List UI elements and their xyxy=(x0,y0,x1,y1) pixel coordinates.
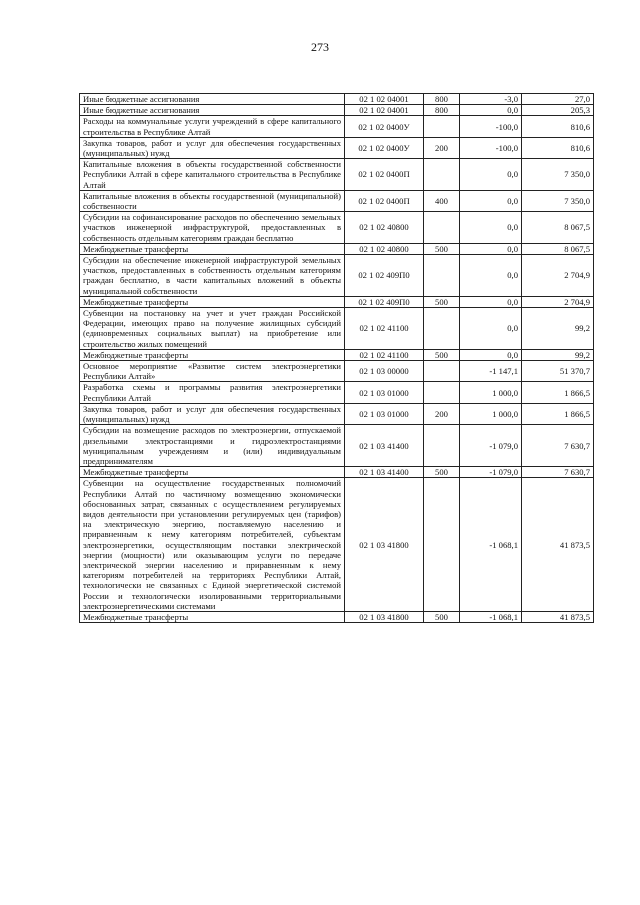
table-row xyxy=(80,105,594,116)
change-amount-cell: 0,0 xyxy=(460,105,522,116)
change-amount-cell: -3,0 xyxy=(460,94,522,105)
change-amount-cell: -1 079,0 xyxy=(460,425,522,467)
expense-name-cell: Межбюджетные трансферты xyxy=(80,296,345,307)
table-row xyxy=(80,94,594,105)
total-amount-cell: 7 350,0 xyxy=(522,190,594,211)
total-amount-cell: 7 350,0 xyxy=(522,159,594,191)
target-article-code-cell: 02 1 02 409П0 xyxy=(345,296,424,307)
table-row xyxy=(80,137,594,158)
expense-type-cell xyxy=(424,255,460,297)
target-article-code-cell: 02 1 03 01000 xyxy=(345,382,424,403)
table-row xyxy=(80,212,594,244)
budget-table xyxy=(79,93,594,623)
expense-name-cell: Межбюджетные трансферты xyxy=(80,467,345,478)
expense-name-cell: Капитальные вложения в объекты государственной собственности Республики Алтай в сфере капитального строительства в Республике Алтай xyxy=(80,159,345,191)
table-row xyxy=(80,403,594,424)
target-article-code-cell: 02 1 02 04001 xyxy=(345,105,424,116)
expense-type-cell xyxy=(424,308,460,350)
expense-type-cell xyxy=(424,425,460,467)
expense-name-cell: Субвенции на постановку на учет и учет граждан Российской Федерации, имеющих право на получение жилищных субсидий (единовременных социальных выплат) на приобретение или строительство жилых помещений xyxy=(80,308,345,350)
expense-name-cell: Капитальные вложения в объекты государственной (муниципальной) собственности xyxy=(80,190,345,211)
budget-table-body xyxy=(80,94,594,623)
change-amount-cell: -1 079,0 xyxy=(460,467,522,478)
expense-name-cell: Разработка схемы и программы развития электроэнергетики Республики Алтай xyxy=(80,382,345,403)
target-article-code-cell: 02 1 03 41400 xyxy=(345,467,424,478)
expense-name-cell: Иные бюджетные ассигнования xyxy=(80,94,345,105)
change-amount-cell: 0,0 xyxy=(460,243,522,254)
target-article-code-cell: 02 1 03 41400 xyxy=(345,425,424,467)
table-row xyxy=(80,467,594,478)
expense-type-cell xyxy=(424,361,460,382)
table-row xyxy=(80,159,594,191)
change-amount-cell: -100,0 xyxy=(460,137,522,158)
expense-name-cell: Иные бюджетные ассигнования xyxy=(80,105,345,116)
expense-type-cell xyxy=(424,159,460,191)
expense-name-cell: Межбюджетные трансферты xyxy=(80,243,345,254)
total-amount-cell: 27,0 xyxy=(522,94,594,105)
change-amount-cell: -100,0 xyxy=(460,116,522,137)
expense-type-cell: 500 xyxy=(424,611,460,622)
target-article-code-cell: 02 1 02 0400П xyxy=(345,159,424,191)
table-row xyxy=(80,349,594,360)
expense-name-cell: Межбюджетные трансферты xyxy=(80,611,345,622)
change-amount-cell: 0,0 xyxy=(460,296,522,307)
expense-name-cell: Расходы на коммунальные услуги учреждений в сфере капитального строительства в Республике Алтай xyxy=(80,116,345,137)
total-amount-cell: 99,2 xyxy=(522,308,594,350)
total-amount-cell: 1 866,5 xyxy=(522,403,594,424)
expense-type-cell: 200 xyxy=(424,137,460,158)
total-amount-cell: 41 873,5 xyxy=(522,611,594,622)
expense-type-cell: 800 xyxy=(424,94,460,105)
expense-type-cell: 500 xyxy=(424,296,460,307)
total-amount-cell: 51 370,7 xyxy=(522,361,594,382)
change-amount-cell: -1 147,1 xyxy=(460,361,522,382)
expense-type-cell xyxy=(424,116,460,137)
target-article-code-cell: 02 1 02 40800 xyxy=(345,243,424,254)
table-row xyxy=(80,243,594,254)
total-amount-cell: 7 630,7 xyxy=(522,467,594,478)
expense-name-cell: Закупка товаров, работ и услуг для обеспечения государственных (муниципальных) нужд xyxy=(80,403,345,424)
table-row xyxy=(80,308,594,350)
target-article-code-cell: 02 1 03 41800 xyxy=(345,611,424,622)
total-amount-cell: 810,6 xyxy=(522,116,594,137)
total-amount-cell: 205,3 xyxy=(522,105,594,116)
total-amount-cell: 7 630,7 xyxy=(522,425,594,467)
target-article-code-cell: 02 1 02 0400П xyxy=(345,190,424,211)
total-amount-cell: 99,2 xyxy=(522,349,594,360)
total-amount-cell: 41 873,5 xyxy=(522,478,594,612)
expense-type-cell: 500 xyxy=(424,243,460,254)
target-article-code-cell: 02 1 03 01000 xyxy=(345,403,424,424)
target-article-code-cell: 02 1 02 41100 xyxy=(345,308,424,350)
page-number: 273 xyxy=(311,40,329,54)
table-row xyxy=(80,116,594,137)
total-amount-cell: 810,6 xyxy=(522,137,594,158)
change-amount-cell: 1 000,0 xyxy=(460,382,522,403)
target-article-code-cell: 02 1 02 04001 xyxy=(345,94,424,105)
expense-type-cell xyxy=(424,382,460,403)
expense-name-cell: Субсидии на обеспечение инженерной инфраструктурой земельных участков, предоставленных в собственность отдельным категориям граждан бесплатно, в части капитальных вложений в объекты муниципальной собственности xyxy=(80,255,345,297)
total-amount-cell: 2 704,9 xyxy=(522,255,594,297)
total-amount-cell: 2 704,9 xyxy=(522,296,594,307)
target-article-code-cell: 02 1 02 0400У xyxy=(345,116,424,137)
change-amount-cell: 0,0 xyxy=(460,255,522,297)
total-amount-cell: 8 067,5 xyxy=(522,212,594,244)
change-amount-cell: -1 068,1 xyxy=(460,611,522,622)
expense-name-cell: Субсидии на софинансирование расходов по обеспечению земельных участков инженерной инфраструктурой, предоставленных в собственность отдельным категориям граждан бесплатно xyxy=(80,212,345,244)
target-article-code-cell: 02 1 03 41800 xyxy=(345,478,424,612)
table-row xyxy=(80,382,594,403)
change-amount-cell: 0,0 xyxy=(460,349,522,360)
expense-type-cell xyxy=(424,212,460,244)
change-amount-cell: 0,0 xyxy=(460,159,522,191)
target-article-code-cell: 02 1 02 40800 xyxy=(345,212,424,244)
expense-name-cell: Субвенции на осуществление государственных полномочий Республики Алтай по частичному возмещению экономически обоснованных затрат, связанных с осуществлением регулируемых видов деятельности при установлении регулируемых цен (тарифов) на электрическую энергию, поставляемую населению и приравненным к нему категориям потребителей, субъектам электроэнергетики, осуществляющим поставки электрической энергии (мощности) или оказывающим услуги по передаче электрической энергии населению и приравненным к нему категориям потребителей на территориях Республики Алтай, технологически не связанных с Единой энергетической системой России и технологически изолированными территориальными электроэнергетическими системами xyxy=(80,478,345,612)
total-amount-cell: 1 866,5 xyxy=(522,382,594,403)
expense-type-cell: 500 xyxy=(424,349,460,360)
expense-name-cell: Основное мероприятие «Развитие систем электроэнергетики Республики Алтай» xyxy=(80,361,345,382)
total-amount-cell: 8 067,5 xyxy=(522,243,594,254)
change-amount-cell: -1 068,1 xyxy=(460,478,522,612)
table-row xyxy=(80,296,594,307)
expense-type-cell: 400 xyxy=(424,190,460,211)
table-row xyxy=(80,611,594,622)
table-row xyxy=(80,425,594,467)
target-article-code-cell: 02 1 02 41100 xyxy=(345,349,424,360)
change-amount-cell: 1 000,0 xyxy=(460,403,522,424)
expense-name-cell: Закупка товаров, работ и услуг для обеспечения государственных (муниципальных) нужд xyxy=(80,137,345,158)
target-article-code-cell: 02 1 03 00000 xyxy=(345,361,424,382)
expense-type-cell xyxy=(424,478,460,612)
change-amount-cell: 0,0 xyxy=(460,190,522,211)
change-amount-cell: 0,0 xyxy=(460,212,522,244)
table-row xyxy=(80,361,594,382)
table-row xyxy=(80,478,594,612)
expense-name-cell: Субсидии на возмещение расходов по электроэнергии, отпускаемой дизельными электростанциями и гидроэлектростанциями муниципальным учреждениям и (или) индивидуальным предпринимателям xyxy=(80,425,345,467)
target-article-code-cell: 02 1 02 409П0 xyxy=(345,255,424,297)
expense-name-cell: Межбюджетные трансферты xyxy=(80,349,345,360)
target-article-code-cell: 02 1 02 0400У xyxy=(345,137,424,158)
expense-type-cell: 800 xyxy=(424,105,460,116)
expense-type-cell: 200 xyxy=(424,403,460,424)
table-row xyxy=(80,255,594,297)
table-row xyxy=(80,190,594,211)
expense-type-cell: 500 xyxy=(424,467,460,478)
change-amount-cell: 0,0 xyxy=(460,308,522,350)
